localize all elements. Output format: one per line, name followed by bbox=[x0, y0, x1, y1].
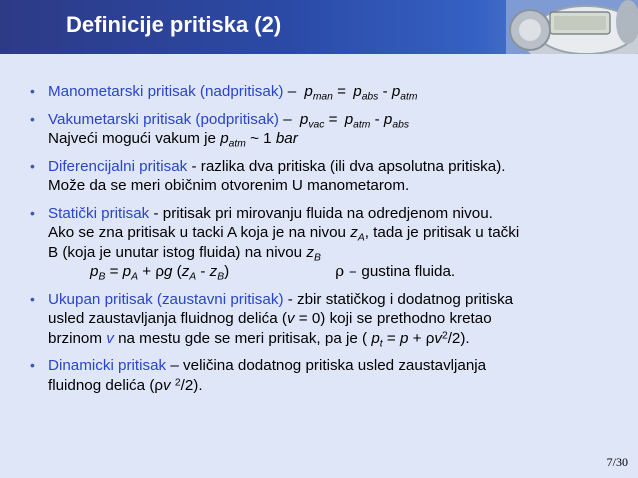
pressure-gauge-photo bbox=[506, 0, 638, 54]
list-item-vacuum: • Vakumetarski pritisak (podpritisak) – $p_{vac} = p_{atm} - p_{abs}$ Najveći mogući vakum je $p_{atm}$ ~ 1 bar bbox=[30, 110, 409, 150]
vacuum-label: Vakumetarski pritisak (podpritisak) bbox=[48, 110, 279, 128]
rho-symbol: ρ bbox=[335, 262, 345, 280]
static-label: Statički pritisak bbox=[48, 204, 150, 222]
total-label: Ukupan pritisak (zaustavni pritisak) bbox=[48, 290, 284, 308]
list-item-manometric: • Manometarski pritisak (nadpritisak) – $p_{man} = p_{abs} - p_{atm}$ bbox=[30, 83, 418, 103]
list-item-total: • Ukupan pritisak (zaustavni pritisak) - zbir statičkog i dodatnog pritiska usled zaustavljanja fluidnog delića (v = 0) koji se prethodno kretao brzinom v na mestu gde se meri pritisak, pa je ( $p_t = p + \rho v^2/2$). bbox=[30, 290, 514, 350]
page-number: 7/30 bbox=[606, 455, 628, 469]
bullet-icon: • bbox=[30, 110, 35, 127]
manometric-label: Manometarski pritisak (nadpritisak) bbox=[48, 83, 284, 100]
slide-title: Definicije pritiska (2) bbox=[66, 12, 282, 37]
bullet-icon: • bbox=[30, 204, 35, 221]
bullet-list bbox=[30, 82, 620, 403]
bullet-icon: • bbox=[30, 157, 35, 174]
differential-label: Diferencijalni pritisak bbox=[48, 157, 188, 175]
bullet-icon: • bbox=[30, 83, 35, 99]
bullet-icon: • bbox=[30, 290, 35, 307]
list-item-differential: • Diferencijalni pritisak - razlika dva pritiska (ili dva apsolutna pritiska). Može da se meri običnim otvorenim U manometarom. bbox=[30, 157, 506, 194]
dynamic-label: Dinamicki pritisak bbox=[48, 357, 167, 374]
title-bar bbox=[0, 0, 638, 54]
list-item-dynamic: • Dinamicki pritisak – veličina dodatnog pritiska usled zaustavljanja fluidnog delića (ρv $^2$/2). bbox=[30, 357, 487, 394]
list-item-static: • Statički pritisak - pritisak pri mirovanju fluida na odredjenom nivou. Ako se zna pritisak u tacki A koja je na nivou $z_A$, tada je pritisak u tački B (koja je unutar istog fluida) na nivou $z_B$ $p_B = p_A + \rho g$ $(z_A - z_B)$ ρ – gustina fluida. bbox=[30, 204, 620, 282]
bullet-icon: • bbox=[30, 357, 35, 373]
static-pressure-formula: $p_B = p_A + \rho g$ $(z_A - z_B)$ ρ – gustina fluida. bbox=[90, 262, 456, 283]
